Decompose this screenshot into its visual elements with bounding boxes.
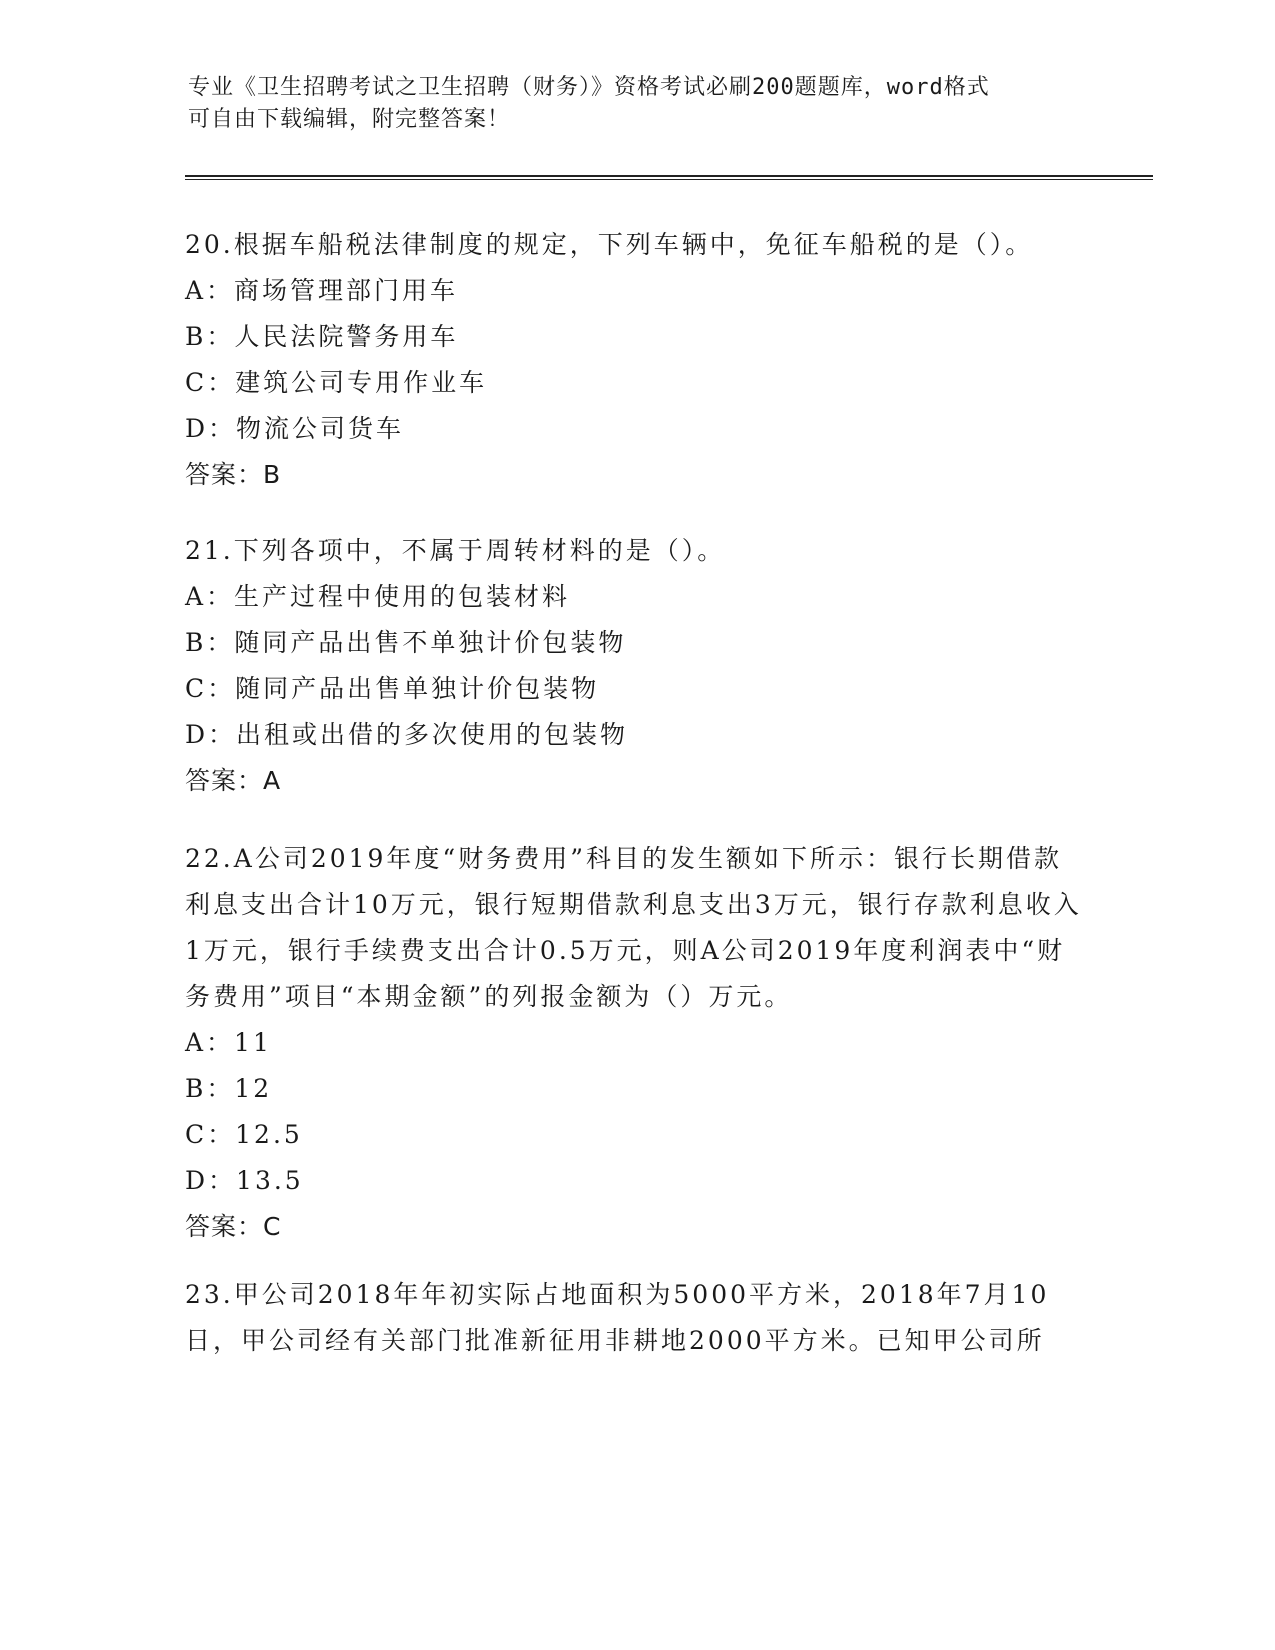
question-text: 23.甲公司2018年年初实际占地面积为5000平方米，2018年7月10日，甲公司经有关部门批准新征用非耕地2000平方米。已知甲公司所 <box>185 1280 1050 1355</box>
question-text: 20.根据车船税法律制度的规定，下列车辆中，免征车船税的是（）。 <box>185 230 1034 259</box>
option-b: B：人民法院警务用车 <box>185 322 459 351</box>
option-c: C：随同产品出售单独计价包装物 <box>185 674 600 703</box>
option-d: D：13.5 <box>185 1166 304 1195</box>
header-line-1: 专业《卫生招聘考试之卫生招聘（财务）》资格考试必刷200题题库，word格式 <box>188 75 990 100</box>
option-b: B：随同产品出售不单独计价包装物 <box>185 628 627 657</box>
question-text: 22.A公司2019年度“财务费用”科目的发生额如下所示：银行长期借款利息支出合计10万元，银行短期借款利息支出3万元，银行存款利息收入1万元，银行手续费支出合计0.5万元，则A公司2019年度利润表中“财务费用”项目“本期金额”的列报金额为（）万元。 <box>185 844 1082 1011</box>
question-text: 21.下列各项中，不属于周转材料的是（）。 <box>185 536 726 565</box>
document-header <box>188 72 1088 136</box>
answer: 答案：B <box>185 460 282 489</box>
option-a: A：11 <box>185 1028 272 1057</box>
question-21 <box>185 528 1085 804</box>
option-b: B：12 <box>185 1074 273 1103</box>
answer: 答案：C <box>185 1212 282 1241</box>
option-d: D：物流公司货车 <box>185 414 405 443</box>
header-divider <box>185 175 1153 180</box>
question-23 <box>185 1272 1085 1364</box>
option-d: D：出租或出借的多次使用的包装物 <box>185 720 629 749</box>
option-c: C：建筑公司专用作业车 <box>185 368 488 397</box>
option-a: A：商场管理部门用车 <box>185 276 459 305</box>
question-22 <box>185 836 1085 1250</box>
answer: 答案：A <box>185 766 282 795</box>
option-c: C：12.5 <box>185 1120 303 1149</box>
option-a: A：生产过程中使用的包装材料 <box>185 582 571 611</box>
header-line-2: 可自由下载编辑，附完整答案！ <box>188 107 511 132</box>
question-20 <box>185 222 1085 498</box>
